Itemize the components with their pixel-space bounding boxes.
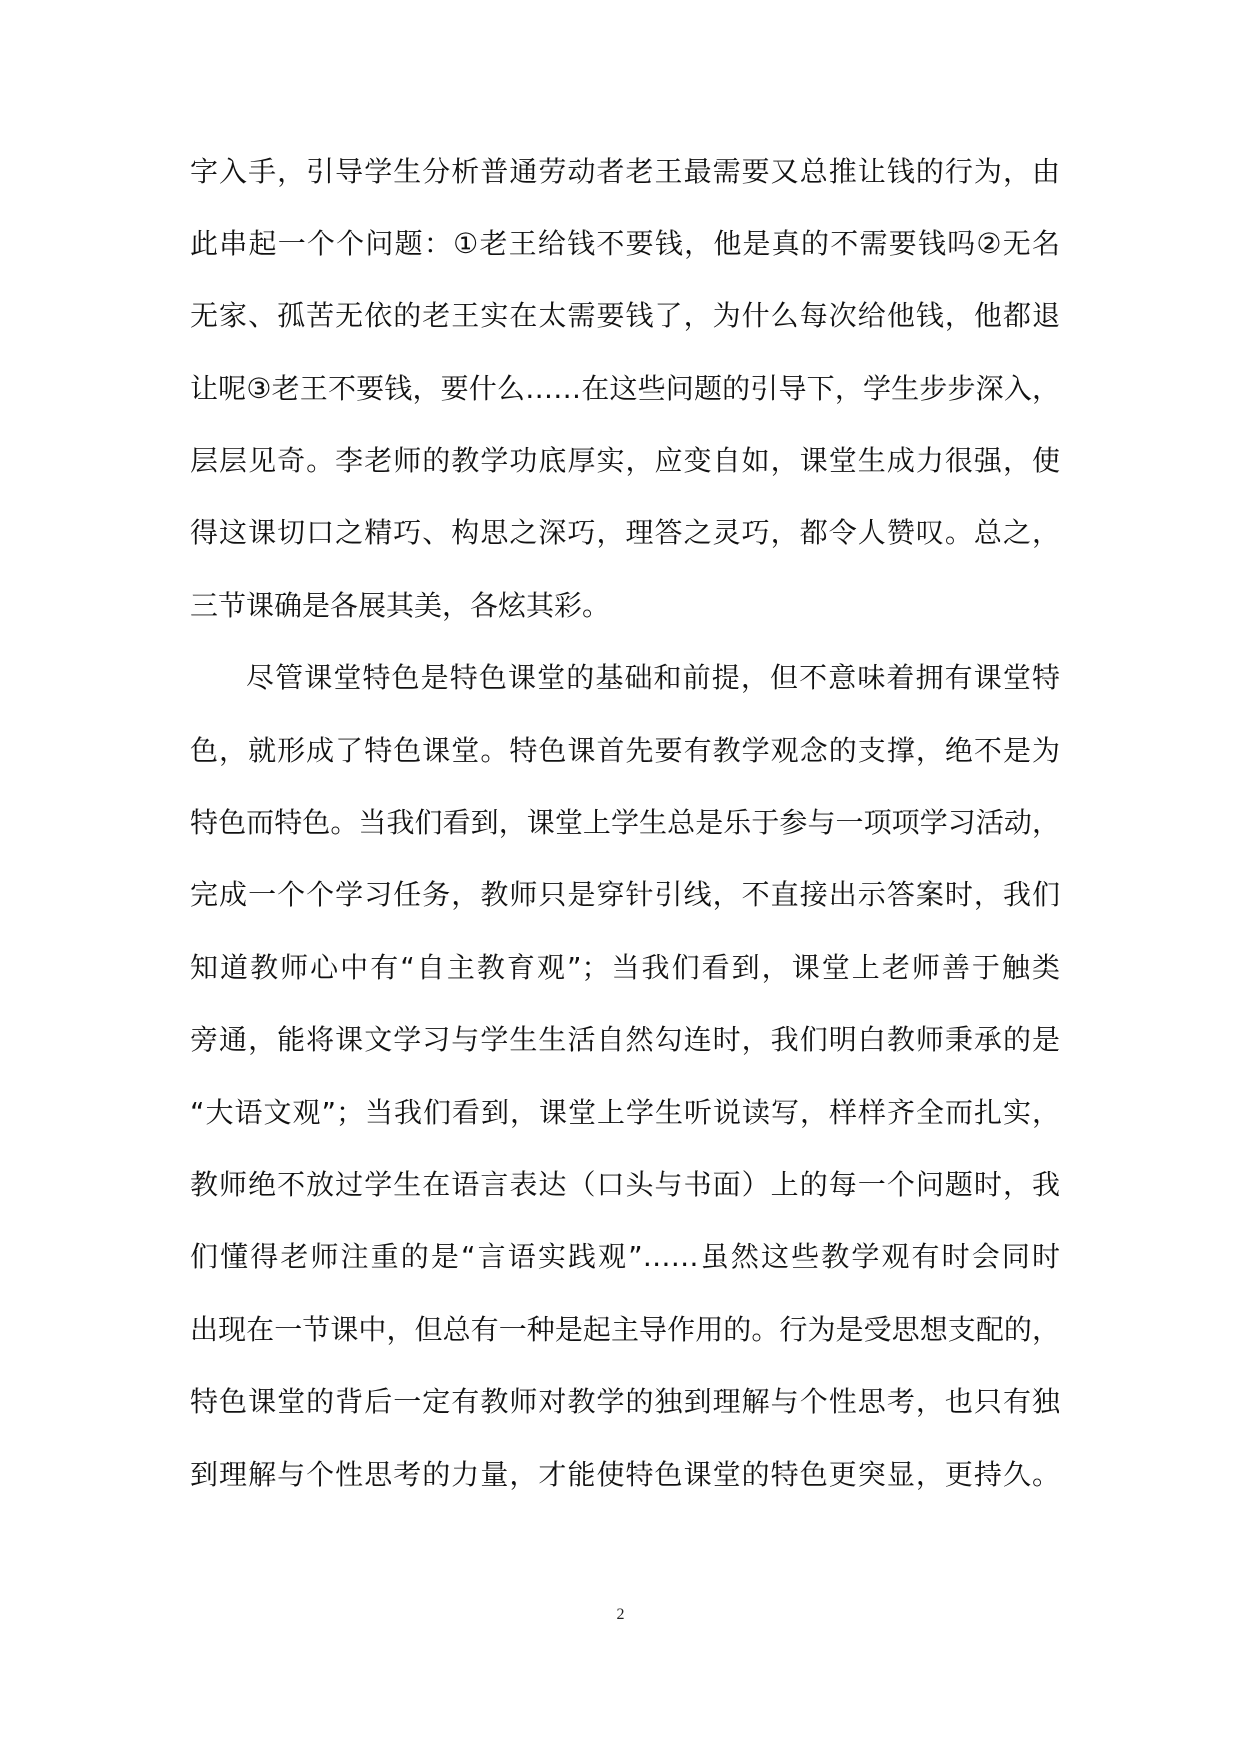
text-line: 三节课确是各展其美，各炫其彩。 [190, 589, 611, 622]
text-line: 字入手，引导学生分析普通劳动者老王最需要又总推让钱的行为，由 [190, 155, 1060, 188]
text-line: 此串起一个个问题：①老王给钱不要钱，他是真的不需要钱吗②无名 [190, 227, 1060, 260]
text-line: 尽管课堂特色是特色课堂的基础和前提，但不意味着拥有课堂特 [246, 661, 1060, 694]
text-line: 出现在一节课中，但总有一种是起主导作用的。行为是受思想支配的， [190, 1313, 1060, 1346]
text-line: 旁通，能将课文学习与学生生活自然勾连时，我们明白教师秉承的是 [190, 1023, 1060, 1056]
text-line: 无家、孤苦无依的老王实在太需要钱了，为什么每次给他钱，他都退 [190, 299, 1060, 332]
text-line: “大语文观”；当我们看到，课堂上学生听说读写，样样齐全而扎实， [190, 1096, 1060, 1129]
text-line: 特色课堂的背后一定有教师对教学的独到理解与个性思考，也只有独 [190, 1385, 1060, 1418]
text-line: 层层见奇。李老师的教学功底厚实，应变自如，课堂生成力很强，使 [190, 444, 1060, 477]
text-line: 得这课切口之精巧、构思之深巧，理答之灵巧，都令人赞叹。总之， [190, 516, 1060, 549]
text-line: 色，就形成了特色课堂。特色课首先要有教学观念的支撑，绝不是为 [190, 734, 1060, 767]
text-line: 让呢③老王不要钱，要什么……在这些问题的引导下，学生步步深入， [190, 372, 1060, 405]
text-line: 完成一个个学习任务，教师只是穿针引线，不直接出示答案时，我们 [190, 878, 1060, 911]
text-line: 到理解与个性思考的力量，才能使特色课堂的特色更突显，更持久。 [190, 1458, 1060, 1491]
text-line: 教师绝不放过学生在语言表达（口头与书面）上的每一个问题时，我 [190, 1168, 1060, 1201]
text-line: 们懂得老师注重的是“言语实践观”……虽然这些教学观有时会同时 [190, 1240, 1060, 1273]
page-number: 2 [616, 1606, 625, 1623]
text-line: 特色而特色。当我们看到，课堂上学生总是乐于参与一项项学习活动， [190, 806, 1060, 839]
text-line: 知道教师心中有“自主教育观”；当我们看到，课堂上老师善于触类 [190, 951, 1060, 984]
